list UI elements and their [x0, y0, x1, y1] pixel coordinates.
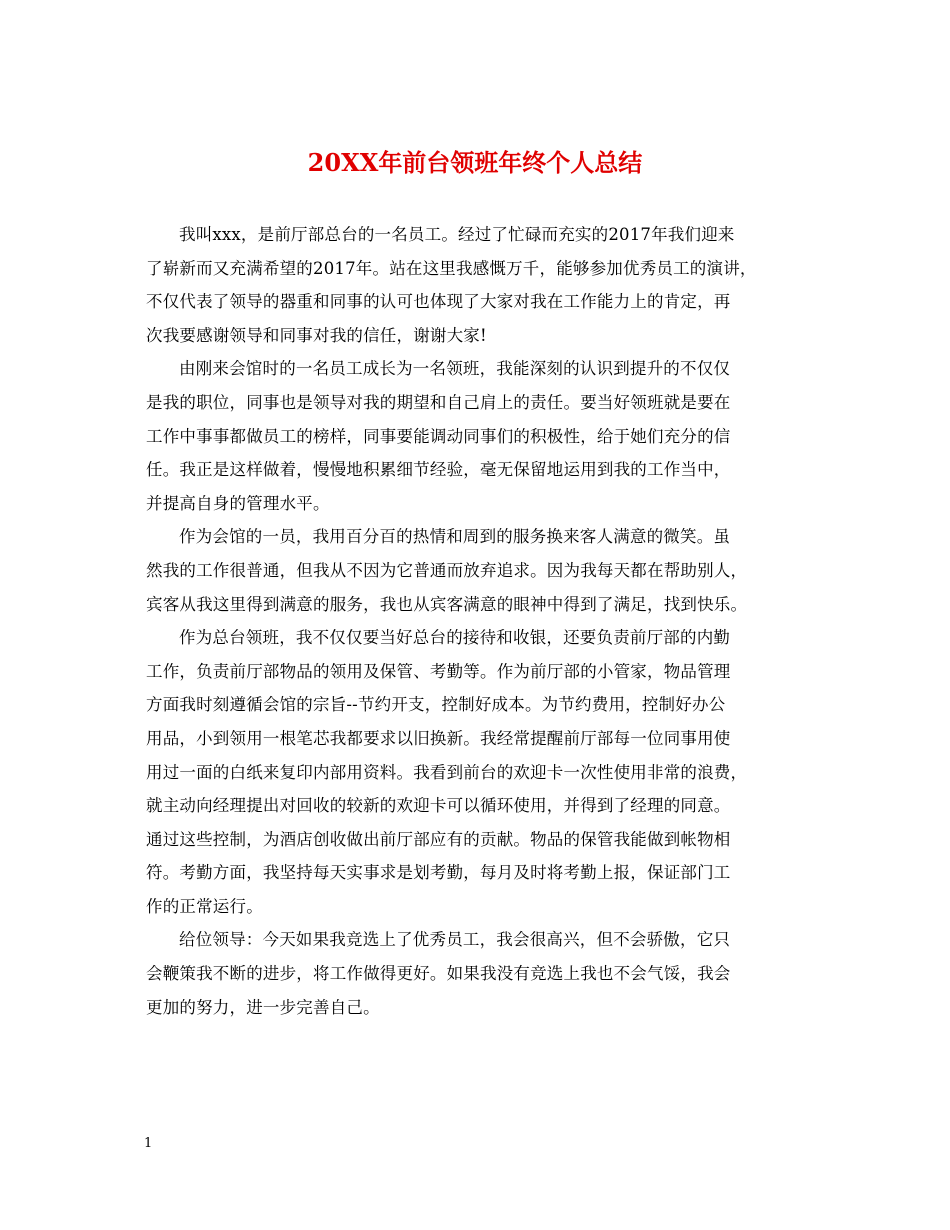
paragraph	[146, 621, 816, 923]
paragraph	[146, 520, 816, 621]
document-title: 20XX年前台领班年终个人总结	[307, 148, 643, 177]
paragraph-line: 会鞭策我不断的进步，将工作做得更好。如果我没有竞选上我也不会气馁，我会	[146, 964, 731, 984]
paragraph-line: 了崭新而又充满希望的2017年。站在这里我感慨万千，能够参加优秀员工的演讲，	[146, 258, 757, 278]
paragraph-line: 作为会馆的一员，我用百分百的热情和周到的服务换来客人满意的微笑。虽	[179, 527, 731, 547]
paragraph-line: 任。我正是这样做着，慢慢地积累细节经验，毫无保留地运用到我的工作当中，	[146, 460, 731, 480]
paragraph-line: 用品，小到领用一根笔芯我都要求以旧换新。我经常提醒前厅部每一位同事用使	[146, 728, 731, 748]
paragraph-line: 就主动向经理提出对回收的较新的欢迎卡可以循环使用，并得到了经理的同意。	[146, 796, 731, 816]
paragraph	[146, 218, 816, 352]
paragraph-line: 符。考勤方面，我坚持每天实事求是划考勤，每月及时将考勤上报，保证部门工	[146, 863, 731, 883]
paragraph-line: 宾客从我这里得到满意的服务，我也从宾客满意的眼神中得到了满足，找到快乐。	[146, 594, 748, 614]
paragraph-line: 更加的努力，进一步完善自己。	[146, 997, 380, 1017]
document-body	[146, 218, 816, 1024]
paragraph-line: 次我要感谢领导和同事对我的信任，谢谢大家!	[146, 325, 487, 345]
paragraph-line: 然我的工作很普通，但我从不因为它普通而放弃追求。因为我每天都在帮助别人，	[146, 560, 748, 580]
paragraph-line: 给位领导：今天如果我竞选上了优秀员工，我会很高兴，但不会骄傲，它只	[179, 930, 731, 950]
paragraph-line: 作为总台领班，我不仅仅要当好总台的接待和收银，还要负责前厅部的内勤	[179, 628, 731, 648]
paragraph-line: 并提高自身的管理水平。	[146, 493, 330, 513]
paragraph	[146, 923, 816, 1024]
paragraph-line: 工作，负责前厅部物品的领用及保管、考勤等。作为前厅部的小管家，物品管理	[146, 661, 731, 681]
page-number: 1	[144, 1136, 153, 1151]
paragraph	[146, 352, 816, 520]
paragraph-line: 由刚来会馆时的一名员工成长为一名领班，我能深刻的认识到提升的不仅仅	[179, 359, 731, 379]
paragraph-line: 通过这些控制，为酒店创收做出前厅部应有的贡献。物品的保管我能做到帐物相	[146, 829, 731, 849]
paragraph-line: 是我的职位，同事也是领导对我的期望和自己肩上的责任。要当好领班就是要在	[146, 392, 731, 412]
paragraph-line: 方面我时刻遵循会馆的宗旨--节约开支，控制好成本。为节约费用，控制好办公	[146, 695, 726, 715]
paragraph-line: 用过一面的白纸来复印内部用资料。我看到前台的欢迎卡一次性使用非常的浪费，	[146, 762, 748, 782]
paragraph-line: 作的正常运行。	[146, 896, 263, 916]
paragraph-line: 工作中事事都做员工的榜样，同事要能调动同事们的积极性，给于她们充分的信	[146, 426, 731, 446]
paragraph-line: 不仅代表了领导的器重和同事的认可也体现了大家对我在工作能力上的肯定，再	[146, 292, 731, 312]
paragraph-line: 我叫xxx，是前厅部总台的一名员工。经过了忙碌而充实的2017年我们迎来	[179, 225, 735, 244]
